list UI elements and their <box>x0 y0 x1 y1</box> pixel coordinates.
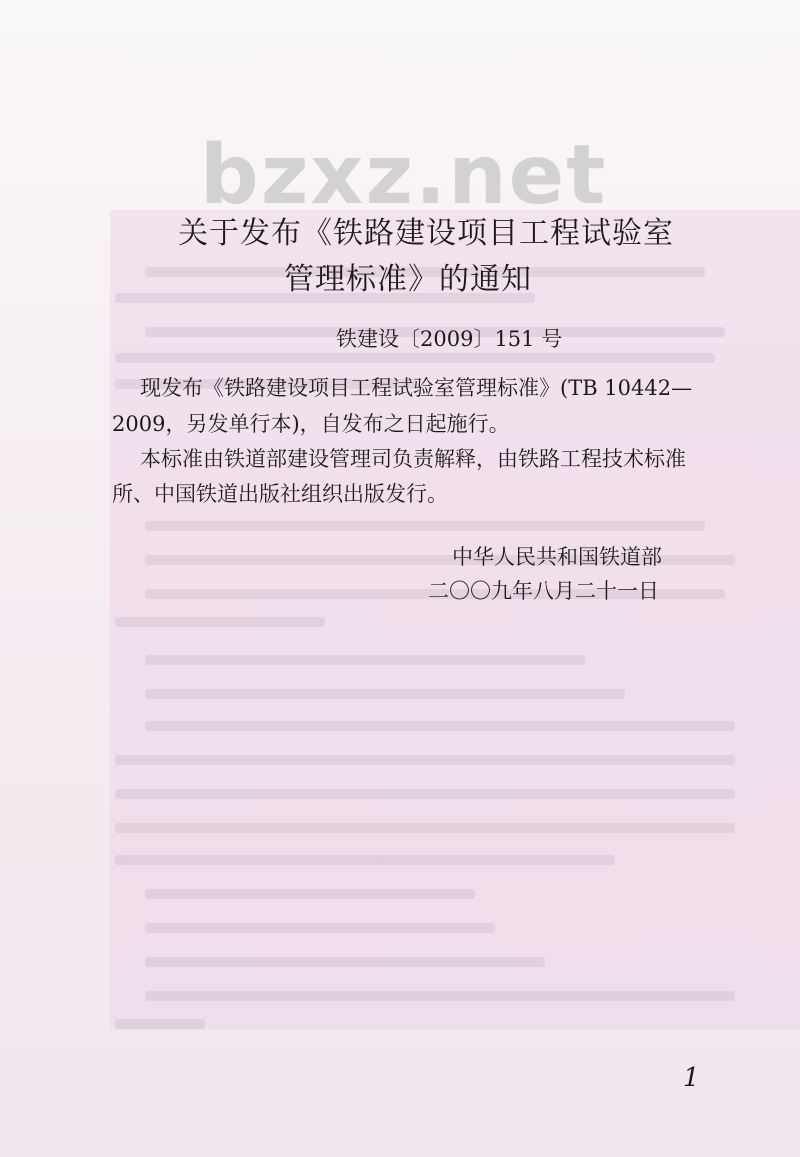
notice-title-line-2: 管理标准》的通知 <box>284 262 532 297</box>
paragraph-2-line-1: 本标准由铁道部建设管理司负责解释，由铁路工程技术标准 <box>140 447 686 471</box>
ghost-line <box>145 991 735 1001</box>
notice-title-line-1: 关于发布《铁路建设项目工程试验室 <box>178 216 674 251</box>
ghost-line <box>145 957 545 967</box>
ghost-line <box>145 923 495 933</box>
ghost-line <box>115 617 325 627</box>
paragraph-2-line-2: 所、中国铁道出版社组织出版发行。 <box>112 482 448 506</box>
ghost-line <box>145 721 735 731</box>
ghost-line <box>115 755 735 765</box>
ghost-line <box>115 353 715 363</box>
issuer-signature: 中华人民共和国铁道部 <box>452 545 662 569</box>
document-number: 铁建设〔2009〕151 号 <box>336 327 563 351</box>
ghost-line <box>115 1019 205 1029</box>
paragraph-1-line-2: 2009，另发单行本)，自发布之日起施行。 <box>112 412 510 436</box>
ghost-line <box>145 689 625 699</box>
ghost-line <box>145 655 585 665</box>
ghost-line <box>115 789 735 799</box>
page-number: 1 <box>683 1063 700 1093</box>
paragraph-1-line-1: 现发布《铁路建设项目工程试验室管理标准》(TB 10442— <box>140 376 693 400</box>
ghost-line <box>115 823 735 833</box>
issue-date: 二〇〇九年八月二十一日 <box>428 579 659 603</box>
ghost-line <box>145 889 475 899</box>
ghost-line <box>145 521 705 531</box>
ghost-line <box>115 855 615 865</box>
watermark-text: bzxz.net <box>200 128 608 223</box>
